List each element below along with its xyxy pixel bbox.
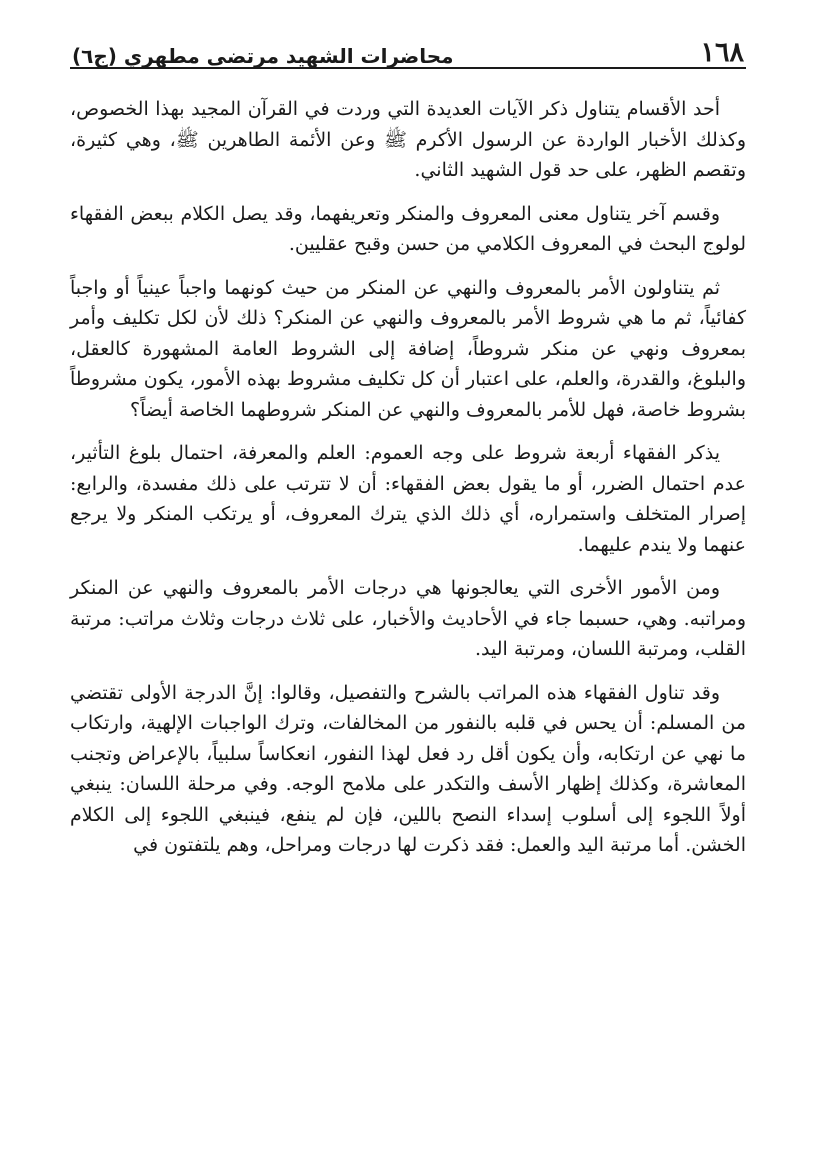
body-text [70,94,746,861]
running-title: محاضرات الشهيد مرتضى مطهري (ج٦) [72,44,454,68]
paragraph: يذكر الفقهاء أربعة شروط على وجه العموم: العلم والمعرفة، احتمال بلوغ التأثير، عدم احتمال الضرر، أو ما يقول بعض الفقهاء: أن لا تترتب على ذلك مفسدة، والرابع: إصرار المتخلف واستمراره، أي ذلك الذي يترك المعروف، أو يرتكب المنكر ولا يرجع عنهما ولا يندم عليهما. [70,442,746,556]
paragraph: وقسم آخر يتناول معنى المعروف والمنكر وتعريفهما، وقد يصل الكلام ببعض الفقهاء لولوج البحث في المعروف الكلامي من حسن وقبح عقليين. [70,202,746,255]
paragraph: ثم يتناولون الأمر بالمعروف والنهي عن المنكر من حيث كونهما واجباً عينياً أو واجباً كفائياً، ثم ما هي شروط الأمر بالمعروف والنهي عن المنكر؟ ذلك لأن لكل تكليف وأمر بمعروف ونهي عن منكر شروطاً، إضافة إلى الشروط العامة المشهورة كالعقل، والبلوغ، والقدرة، والعلم، على اعتبار أن كل تكليف مشروط بهذه الأمور، يكون مشروطاً بشروط خاصة، فهل للأمر بالمعروف والنهي عن المنكر شروطهما الخاصة أيضاً؟ [70,276,746,421]
paragraph: ومن الأمور الأخرى التي يعالجونها هي درجات الأمر بالمعروف والنهي عن المنكر ومراتبه. وهي، حسبما جاء في الأحاديث والأخبار، على ثلاث درجات وثلاث مراتب: مرتبة القلب، ومرتبة اللسان، ومرتبة اليد. [70,577,746,660]
page-header [72,26,744,66]
paragraph: أحد الأقسام يتناول ذكر الآيات العديدة التي وردت في القرآن المجيد بهذا الخصوص، وكذلك الأخبار الواردة عن الرسول الأكرم ﷺ وعن الأئمة الطاهرين ﷺ، وهي كثيرة، وتقصم الظهر، على حد قول الشهيد الثاني. [70,98,746,181]
header-divider [70,67,746,69]
paragraph: وقد تناول الفقهاء هذه المراتب بالشرح والتفصيل، وقالوا: إنَّ الدرجة الأولى تقتضي من المسلم: أن يحس في قلبه بالنفور من المخالفات، وترك الواجبات الإلهية، وارتكاب ما نهي عن ارتكابه، وأن يكون أقل رد فعل لهذا النفور، انعكاساً سلبياً، بالإعراض وتجنب المعاشرة، وكذلك إظهار الأسف والتكدر على ملامح الوجه. وفي مرحلة اللسان: ينبغي أولاً اللجوء إلى أسلوب إسداء النصح باللين، فإن لم ينفع، فينبغي اللجوء إلى الكلام الخشن. أما مرتبة اليد والعمل: فقد ذكرت لها درجات ومراحل، وهم يلتفتون في [70,681,746,856]
page-number: ١٦٨ [700,37,744,68]
